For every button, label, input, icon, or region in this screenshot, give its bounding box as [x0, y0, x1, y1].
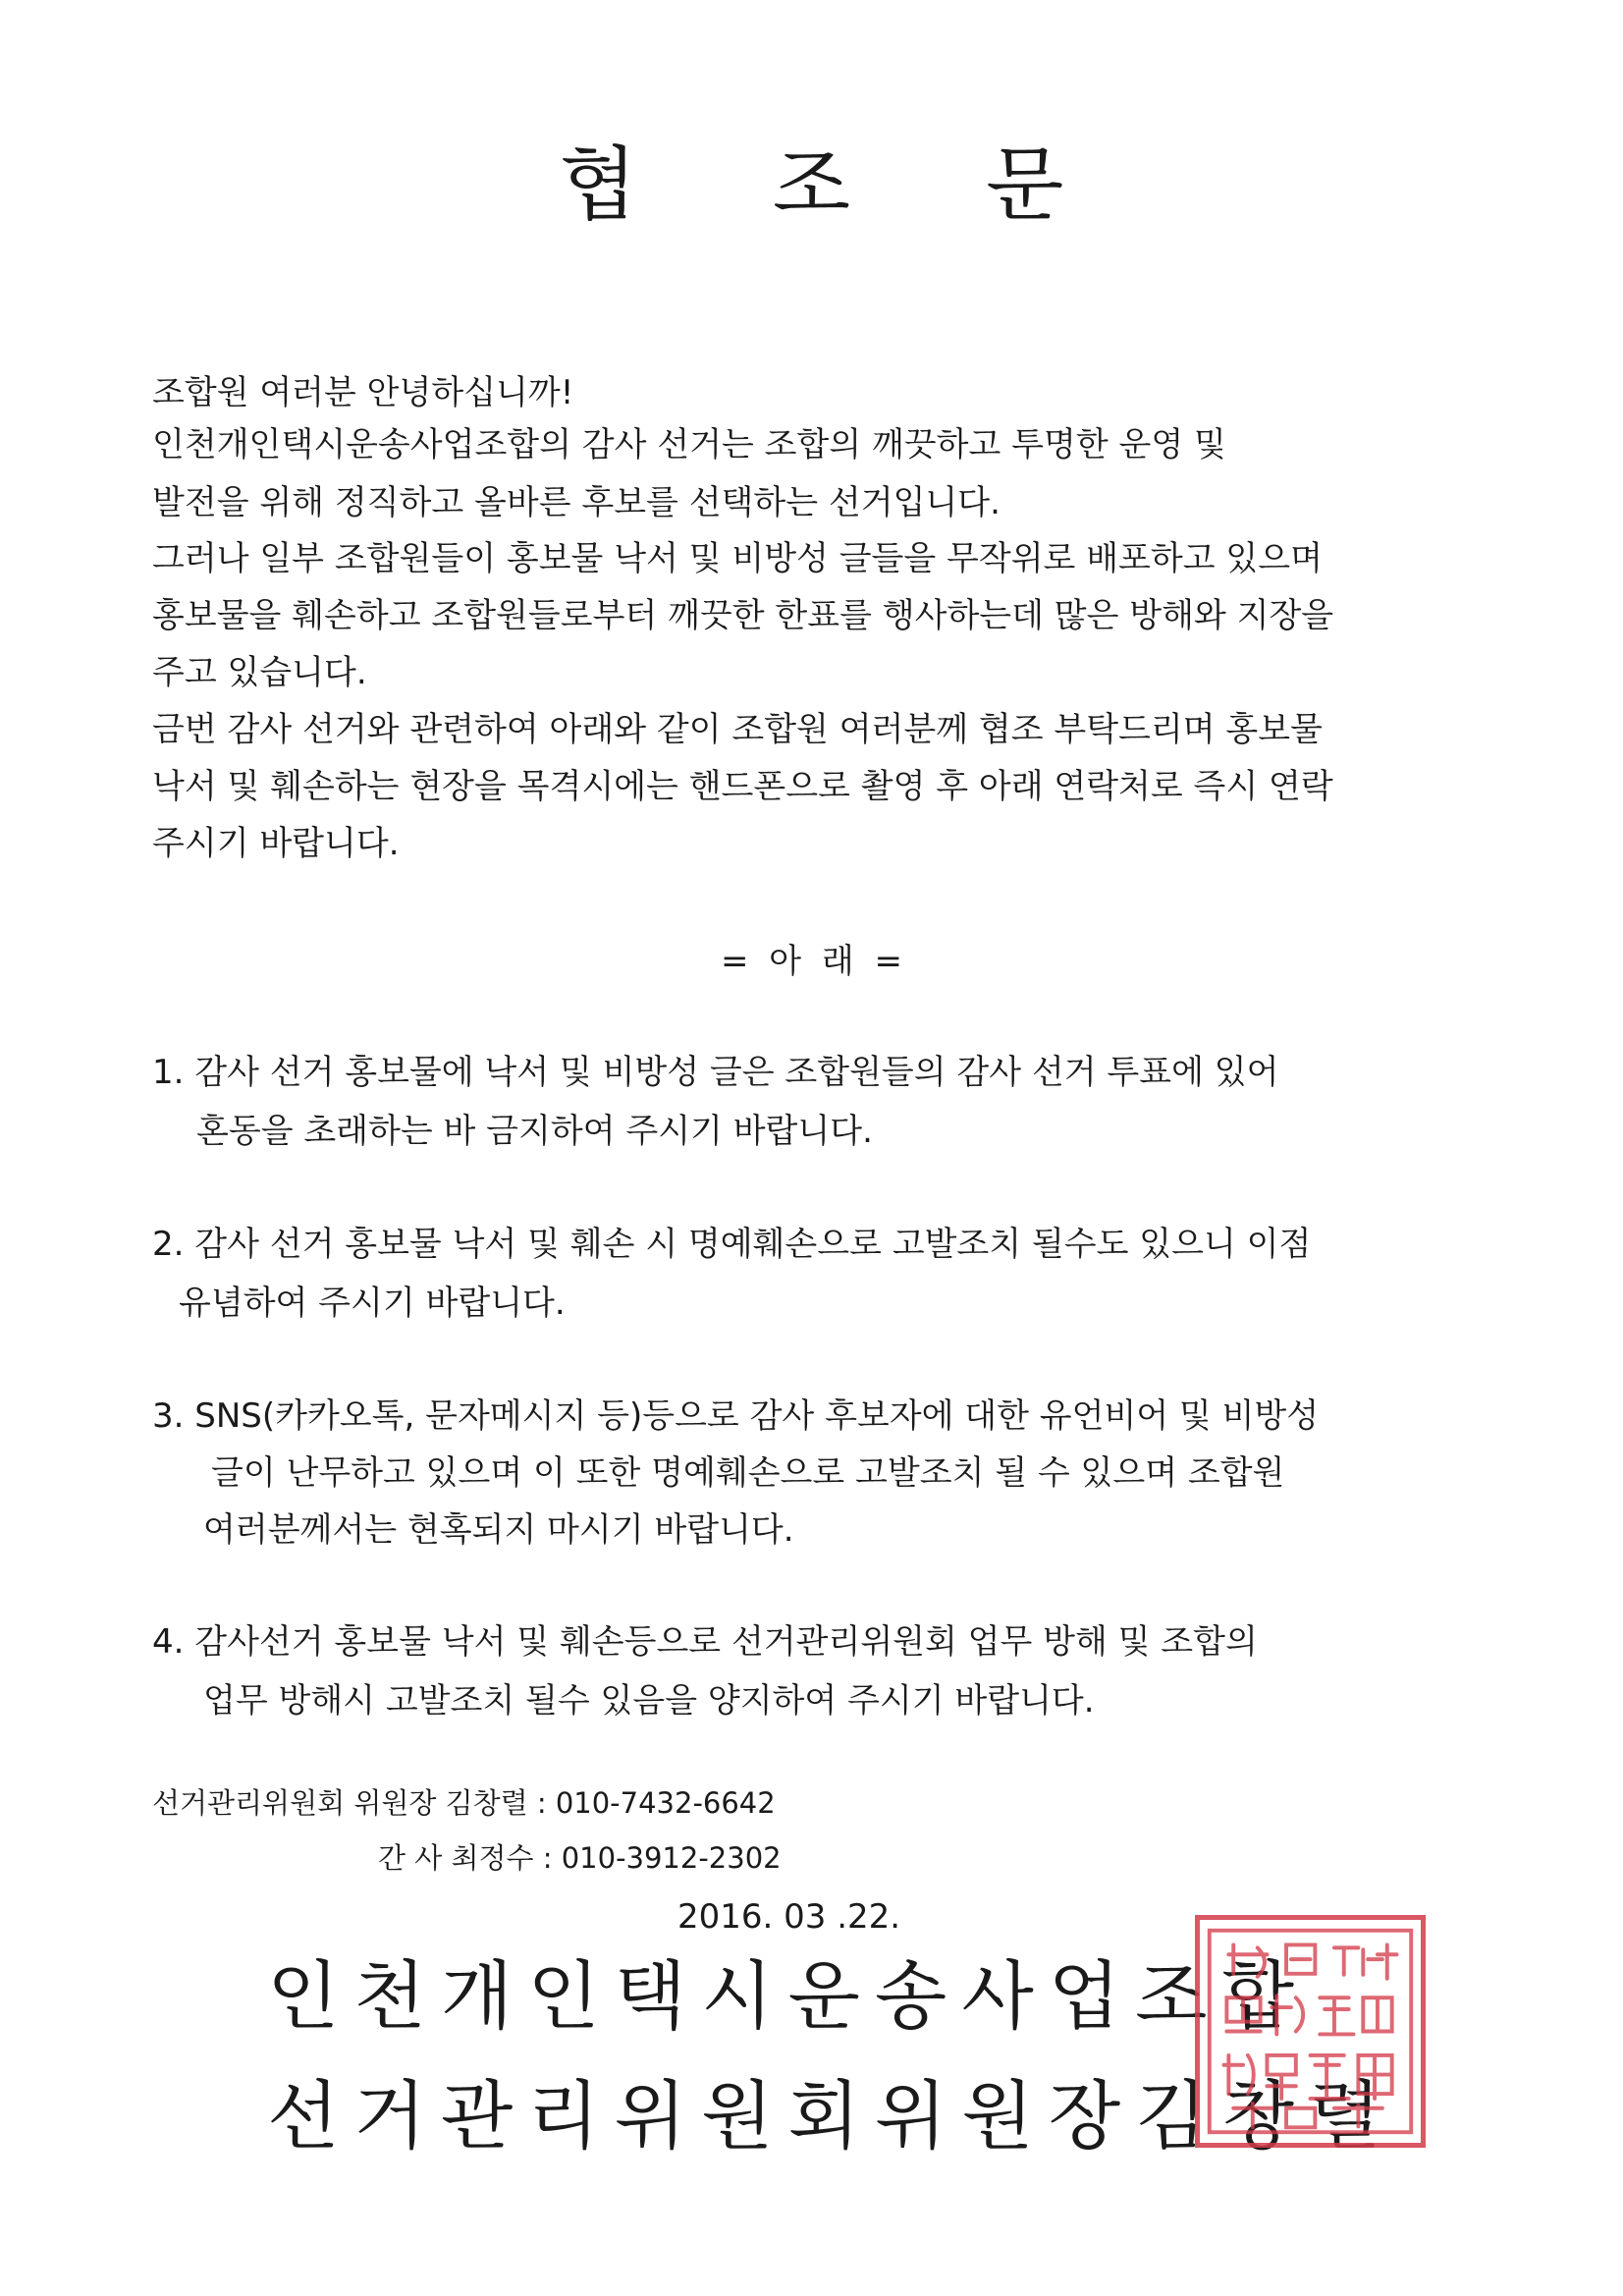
list-item-line: 4. 감사선거 홍보물 낙서 및 훼손등으로 선거관리위원회 업무 방해 및 조합의	[152, 1622, 1258, 1662]
intro-line: 주시기 바랍니다.	[152, 824, 400, 863]
list-item-line: 업무 방해시 고발조치 될수 있음을 양지하여 주시기 바랍니다.	[203, 1681, 1095, 1721]
intro-line: 금번 감사 선거와 관련하여 아래와 같이 조합원 여러분께 협조 부탁드리며 홍보물	[152, 710, 1323, 749]
intro-line: 조합원 여러분 안녕하십니까!	[152, 373, 574, 412]
list-item-line: 3. SNS(카카오톡, 문자메시지 등)등으로 감사 후보자에 대한 유언비어 및 비방성	[152, 1396, 1320, 1436]
contact-chair: 선거관리위원회 위원장 김창렬 : 010-7432-6642	[152, 1786, 776, 1820]
notice-heading: = 아 래 =	[720, 942, 903, 981]
page-title: 협 조 문	[559, 138, 1119, 232]
intro-line: 주고 있습니다.	[152, 653, 367, 692]
intro-line: 낙서 및 훼손하는 현장을 목격시에는 핸드폰으로 촬영 후 아래 연락처로 즉시 연락	[152, 767, 1333, 806]
intro-line: 인천개인택시운송사업조합의 감사 선거는 조합의 깨끗하고 투명한 운영 및	[152, 425, 1226, 465]
document-date: 2016. 03 .22.	[677, 1897, 901, 1937]
official-seal-stamp	[1195, 1915, 1426, 2148]
list-item-line: 1. 감사 선거 홍보물에 낙서 및 비방성 글은 조합원들의 감사 선거 투표에 있어	[152, 1053, 1279, 1092]
signature-organization: 인천개인택시운송사업조합	[267, 1952, 1309, 2040]
signature-committee: 선거관리위원회위원장김창렬	[267, 2072, 1396, 2159]
seal-graphic	[1200, 1920, 1421, 2143]
intro-line: 홍보물을 훼손하고 조합원들로부터 깨끗한 한표를 행사하는데 많은 방해와 지장을	[152, 596, 1334, 635]
list-item-line: 여러분께서는 현혹되지 마시기 바랍니다.	[203, 1510, 794, 1550]
contact-secretary: 간 사 최정수 : 010-3912-2302	[378, 1841, 782, 1875]
list-item-line: 혼동을 초래하는 바 금지하여 주시기 바랍니다.	[196, 1112, 873, 1151]
list-item-line: 2. 감사 선거 홍보물 낙서 및 훼손 시 명예훼손으로 고발조치 될수도 있으니 이점	[152, 1225, 1312, 1264]
intro-line: 발전을 위해 정직하고 올바른 후보를 선택하는 선거입니다.	[152, 483, 1001, 522]
intro-line: 그러나 일부 조합원들이 홍보물 낙서 및 비방성 글들을 무작위로 배포하고 있으며	[152, 539, 1323, 578]
list-item-line: 글이 난무하고 있으며 이 또한 명예훼손으로 고발조치 될 수 있으며 조합원	[211, 1453, 1285, 1493]
list-item-line: 유념하여 주시기 바랍니다.	[179, 1284, 566, 1323]
